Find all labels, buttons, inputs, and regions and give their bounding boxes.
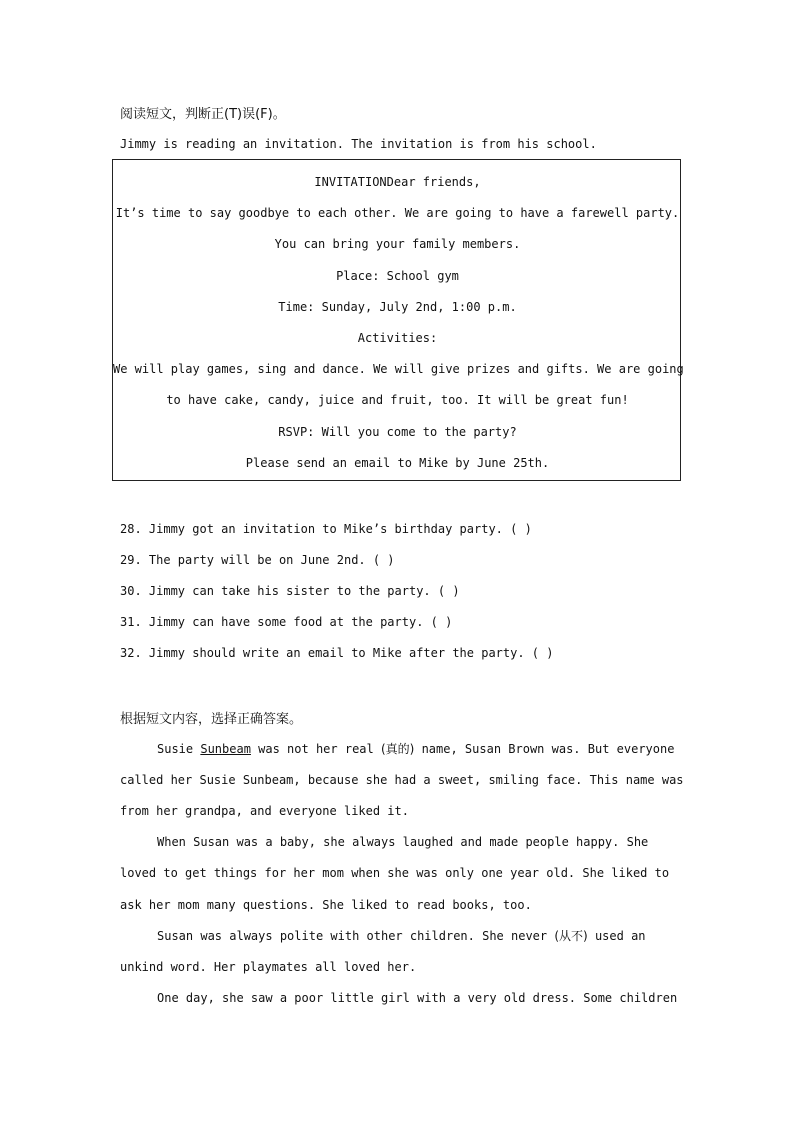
invitation-line: Place: School gym: [336, 269, 459, 283]
invitation-line: We will play games, sing and dance. We will give prizes and gifts. We are going: [113, 362, 684, 376]
gloss-annotation: (从不): [554, 929, 588, 943]
paragraph-line: [157, 927, 646, 944]
section2-heading: 根据短文内容，选择正确答案。: [120, 712, 303, 727]
text-run: Susie: [157, 742, 201, 756]
invitation-line: to have cake, candy, juice and fruit, too. It will be great fun!: [166, 393, 629, 407]
text-run: was not her real: [250, 742, 381, 756]
invitation-line: It’s time to say goodbye to each other. We are going to have a farewell party.: [115, 206, 680, 220]
invitation-line: Time: Sunday, July 2nd, 1:00 p.m.: [278, 300, 517, 314]
question-item: 32. Jimmy should write an email to Mike after the party. ( ): [120, 646, 554, 660]
invitation-line: INVITATIONDear friends,: [314, 175, 481, 189]
question-item: 29. The party will be on June 2nd. ( ): [120, 553, 395, 567]
invitation-line: RSVP: Will you come to the party?: [278, 425, 517, 439]
question-item: 31. Jimmy can have some food at the party. ( ): [120, 615, 453, 629]
underlined-word: Sunbeam: [200, 742, 251, 756]
paragraph-line: [157, 740, 674, 757]
gloss-annotation: (真的): [380, 742, 415, 756]
text-run: used an: [587, 929, 646, 943]
paragraph-line: ask her mom many questions. She liked to read books, too.: [120, 898, 532, 912]
invitation-line: You can bring your family members.: [274, 237, 521, 251]
question-item: 28. Jimmy got an invitation to Mike’s birthday party. ( ): [120, 522, 532, 536]
text-run: name, Susan Brown was. But everyone: [414, 742, 675, 756]
paragraph-line: from her grandpa, and everyone liked it.: [120, 804, 409, 818]
section1-intro: Jimmy is reading an invitation. The invitation is from his school.: [120, 137, 597, 151]
paragraph-line: unkind word. Her playmates all loved her.: [120, 960, 417, 974]
paragraph-line: When Susan was a baby, she always laughed and made people happy. She: [157, 835, 649, 849]
text-run: Susan was always polite with other children. She never: [157, 929, 555, 943]
invitation-box: [112, 159, 684, 481]
paragraph-line: One day, she saw a poor little girl with a very old dress. Some children: [157, 991, 678, 1005]
section1-heading: 阅读短文，判断正(T)误(F)。: [120, 107, 286, 122]
paragraph-line: called her Susie Sunbeam, because she had a sweet, smiling face. This name was: [120, 773, 684, 787]
invitation-line: Please send an email to Mike by June 25th.: [245, 456, 550, 470]
paragraph-line: loved to get things for her mom when she was only one year old. She liked to: [120, 866, 670, 880]
question-item: 30. Jimmy can take his sister to the party. ( ): [120, 584, 460, 598]
invitation-line: Activities:: [357, 331, 438, 345]
